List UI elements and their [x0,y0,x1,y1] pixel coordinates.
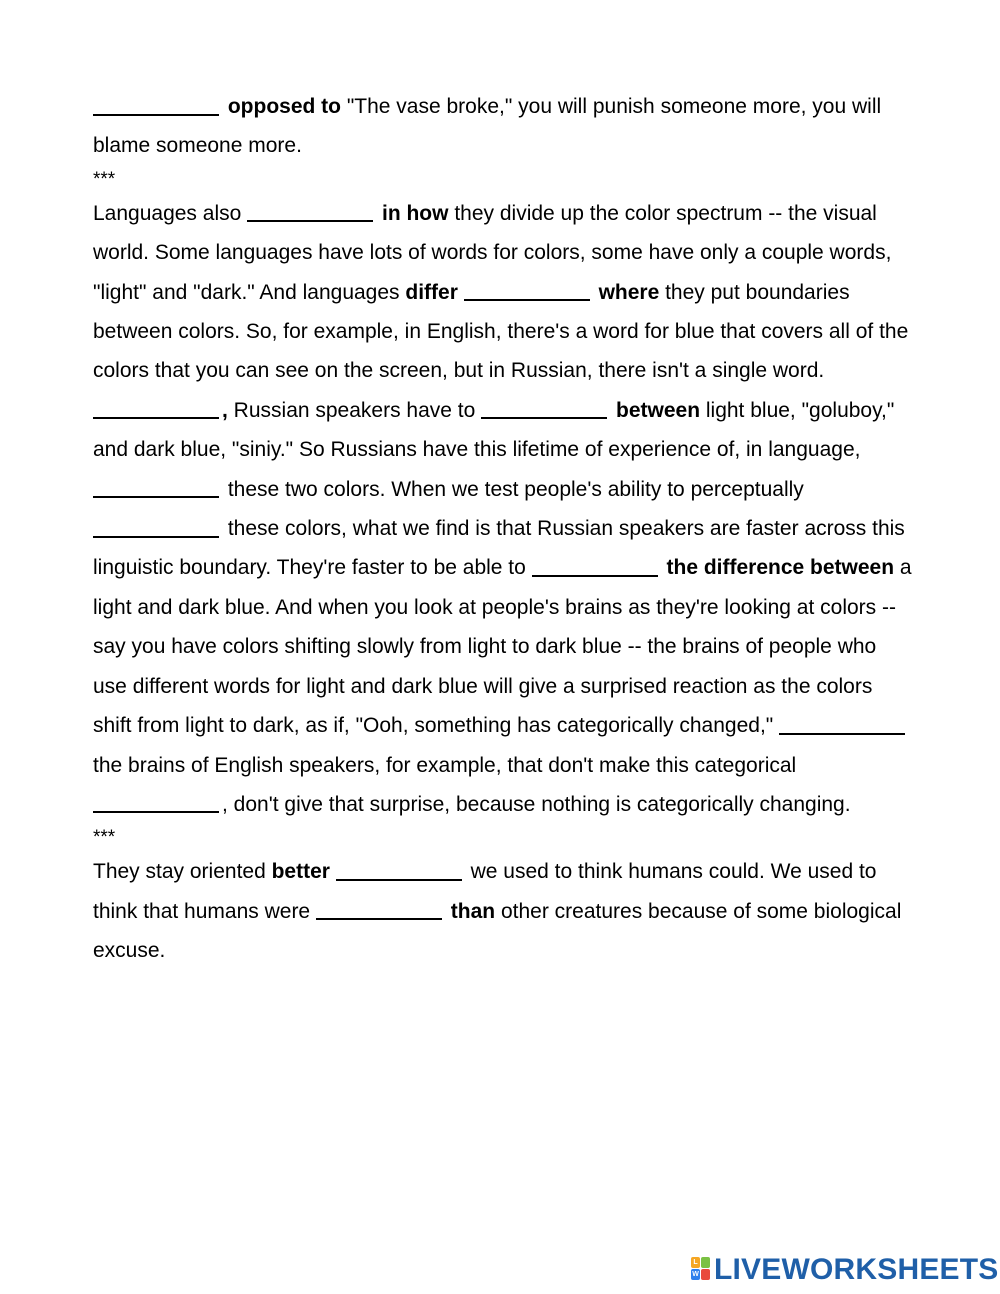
paragraph-text: they put boundaries between colors. So, for example, in English, there's a word for blue that covers all of the colors that you can see on the screen, but in Russian, there isn't a single word. [93,280,909,383]
worksheet-body [93,87,913,971]
bold-phrase: the difference between [666,556,895,580]
bold-phrase: where [598,280,660,304]
liveworksheets-logo [691,1253,999,1287]
paragraph-text: we used to think humans could. We used to think that humans were [93,860,877,923]
logo-mark-tile: L [691,1257,700,1268]
answer-blank-12[interactable] [316,894,442,920]
paragraph-1 [93,87,913,166]
logo-mark-tile: W [692,1271,699,1278]
logo-mark-tile [701,1257,710,1268]
logo-mark-tile [701,1269,710,1280]
answer-blank-9[interactable] [779,708,905,734]
answer-blank-2[interactable] [247,196,373,222]
answer-blank-8[interactable] [532,551,658,577]
answer-blank-11[interactable] [336,855,462,881]
paragraph-text: Russian speakers have to [227,398,482,422]
section-separator-2: *** [93,827,116,849]
bold-comma: , [222,398,228,422]
answer-blank-7[interactable] [93,511,219,537]
paragraph-text: other creatures because of some biological excuse. [93,899,902,963]
paragraph-text: They stay oriented [93,860,272,884]
answer-blank-10[interactable] [93,787,219,813]
answer-blank-1[interactable] [93,89,219,115]
bold-phrase: better [271,860,330,884]
paragraph-text: Languages also [93,201,248,225]
bold-phrase: opposed to [227,95,341,118]
paragraph-text: light blue, "goluboy," and dark blue, "siniy." So Russians have this lifetime of experience of, in language, [93,398,895,462]
paragraph-text: these two colors. When we test people's ability to perceptually [222,477,804,501]
paragraph-3 [93,852,913,970]
logo-text: LIVEWORKSHEETS [714,1253,999,1286]
answer-blank-4[interactable] [93,393,219,419]
section-separator-1: *** [93,168,116,190]
bold-phrase: differ [405,280,458,304]
bold-phrase: between [616,398,701,422]
paragraph-text: they divide up the color spectrum -- the visual world. Some languages have lots of words for colors, some have only a couple words, "light" and "dark." And languages [93,201,892,304]
answer-blank-6[interactable] [93,472,219,498]
paragraph-text: these colors, what we find is that Russian speakers are faster across this linguistic boundary. They're faster to be able to [93,517,905,580]
liveworksheets-logo-icon [691,1257,711,1283]
paragraph-text: a light and dark blue. And when you look at people's brains as they're looking at colors -- say you have colors shifting slowly from light to dark blue -- the brains of people who use different words for light and dark blue will give a surprised reaction as the colors shift from light to dark, as if, "Ooh, something has categorically changed," [93,556,912,738]
bold-phrase: than [450,899,496,923]
bold-phrase: in how [381,201,449,225]
paragraph-text: the brains of English speakers, for example, that don't make this categorical [93,753,797,777]
paragraph-text: "The vase broke," you will punish someone more, you will blame someone more. [93,95,882,158]
paragraph-text: , don't give that surprise, because nothing is categorically changing. [222,792,851,816]
answer-blank-5[interactable] [481,393,607,419]
paragraph-2 [93,194,913,825]
answer-blank-3[interactable] [464,275,590,301]
